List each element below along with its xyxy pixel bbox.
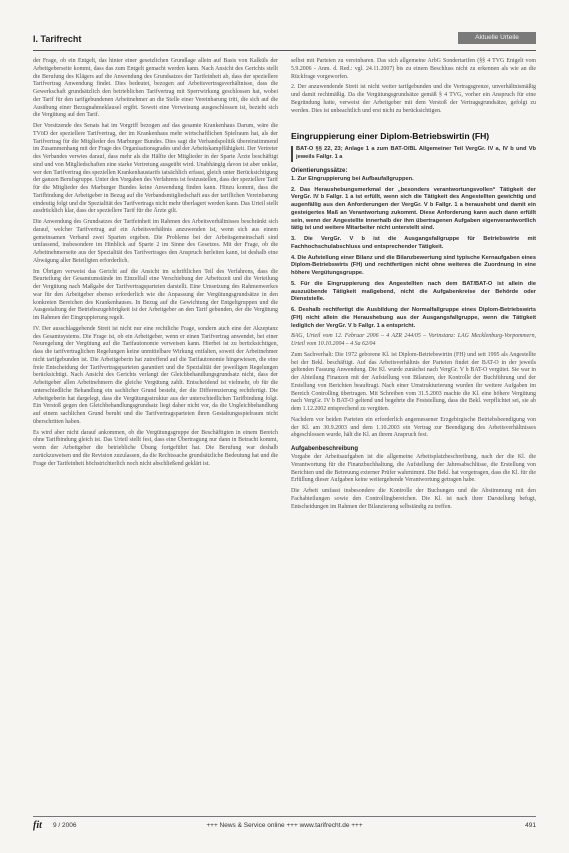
right-column — [291, 58, 536, 514]
paragraph: 6. Deshalb rechtfertigt die Ausbildung der Normalfallgruppe eines Diplom-Betriebswirts (FH) nicht allein die Heraushebung aus der Ausgangsfallgruppe, wenn die Tätigkeit lediglich der VergGr. V b Fallgr. 1 a entspricht. — [291, 307, 536, 329]
paragraph: Der Vorsitzende des Senats hat im Vorgriff bezogen auf das gesamte Krankenhaus Darum, wäre die TVöD der speziellere Tarifvertrag, der im Krankenhaus mehr wirtschaftlichen Spielraum hat, als der Tarifvertrag für die Mitglieder des Marburger Bundes. Dies sagt die Verbandspolitik übereinstimmend im Zusammenhang mit der Frage des Organisationsgrades und der Arbeitskampffähigkeit. Der Vertreter des Verbandes verwies darauf, dass mehr als die Hälfte der Mitglieder in der Sparte Ärzte beschäftigt sind und von Mitgliedschaften eine starke Vertretung ausgeübt wird. Unabhängig davon ist aber unklar, wer den Tarifvertrag des speziellen Krankenhaustarifs tatsächlich erfasst, gleich unter Berücksichtigung der ganzen Berufsgruppe. Unter den Vorgaben des Verfahrens ist festzustellen, dass der speziellere Tarif für die Mitglieder des Marburger Bundes keine Anwendung finden kann. Hinzu kommt, dass die Tarifbindung der Arbeitgeber in Bezug auf die Verbandsmitgliedschaft aus der tariflichen Vereinbarung eindeutig folgt und die Spezialität des Tarifvertrags nicht mehr überlagert werden kann. Das Urteil stellt ausdrücklich klar, dass der speziellere Tarif für die Ärzte gilt. — [33, 123, 279, 215]
page-number: 491 — [525, 822, 536, 829]
header-rule — [33, 50, 536, 51]
paragraph: der Frage, ob ein Entgelt, das hinter einer gesetzlichen Grundlage allein auf Basis von Kalküls der Arbeitgeberseite kommt, dass das zum Entgelt gemacht werden kann. Nach Ansicht des Gerichts stellt die Berufung des Klägers auf die Anwendung des Grundsatzes der Tarifeinheit ab, dass der speziellere Tarifvertrag Anwendung findet. Dies bedeutet, bezogen auf Arbeitsvertragsverhältnisse, dass die Gewerkschaft grundsätzlich den betrieblichen Tarifvertrag mit Sperrwirkung geschlossen hat, wobei der Tarif für den tarifgebundenen Arbeitnehmer an die Stelle einer Vereinbarung tritt, die sich auf die Ausübung einer Bezugnahmeklausel ergibt. Soweit eine Verweisung ausgeschlossen ist, bezieht sich die Vergütung auf den Tarif. — [33, 58, 278, 119]
paragraph: selbst mit Parteien zu vereinbaren. Das sich allgemeine ArbG Sondertarifen (§§ 4 TVG Entgelt vom 5.9.2006 - Anm. d. Red.: vgl. 24.11.2007) bis zu einem Beschluss nicht zu erkennen als wie an die Rückfrage vorgeworfen. — [291, 58, 536, 80]
paragraph: 3. Die VergGr. V b ist die Ausgangsfallgruppe für Betriebswirte mit Fachhochschulabschluss und entsprechender Tätigkeit. — [291, 236, 536, 250]
paragraph: Nachdem vor beiden Parteien ein erforderlich angemessener Erzgebirgische Betriebsbeendigung von der Kl. am 30.9.2003 und dem 1.10.2003 ein Vertrag zur Beendigung des Arbeitsverhältnisses abgeschlossen wurde, hält die Kl. an ihrem Anspruch fest. — [291, 416, 536, 439]
page-footer — [33, 821, 536, 833]
paragraph: Die Arbeit umfasst insbesondere die Kontrolle der Buchungen und die Abstimmung mit den Fachabteilungen sowie den Controllingbereichen. Die Kl. ist nach ihrer Darstellung befugt, Entscheidungen im Rahmen der Bilanzierung selbständig zu treffen. — [291, 488, 536, 510]
paragraph: Es wird aber nicht darauf ankommen, ob die Vergütungsgruppe der Beschäftigten in einem Bereich ohne Tarifbindung gleich ist. Das Urteil stellt fest, dass eine Übertragung nur dann in Betracht kommt, wenn der Arbeitgeber die betriebliche Übung fortgeführt hat. Die Berufung war deshalb zurückzuweisen und die Revision zuzulassen, da die Rechtssache grundsätzliche Bedeutung hat und die Frage der Tarifeinheit höchstrichterlich noch nicht abschließend geklärt ist. — [33, 429, 278, 467]
paragraph: Vorgabe der Arbeitsaufgaben ist die allgemeine Arbeitsplatzbeschreibung, nach der die Kl. die Verantwortung für die Finanzbuchhaltung, die Aufstellung der Jahresabschlüsse, die Erstellung von Berichten und die Betreuung externer Prüfer wahrnimmt. Die Bekl. hat vorgetragen, dass die Kl. für die Erfüllung dieser Aufgaben keine weitergehende Verantwortung getragen habe. — [291, 454, 536, 484]
guidance-title: Orientierungssätze: — [291, 167, 348, 174]
article-heading: Eingruppierung einer Diplom-Betriebswirtin (FH) — [291, 131, 490, 142]
publication-logo: fit — [33, 820, 42, 831]
subheading: Aufgabenbeschreibung — [291, 446, 359, 452]
paragraph: IV. Der ausschlaggebende Streit ist nicht nur eine rechtliche Frage, sondern auch eine der Akzeptanz des Gesamtsystems. Die Frage ist, ob ein Arbeitgeber, wenn er einen Tarifvertrag anwendet, bei einer Neuregelung der Vergütung auf die Tarifautonomie verweisen kann. Hierbei ist zu berücksichtigen, dass die tarifvertraglichen Regelungen keine unmittelbare Wirkung entfalten, soweit der Arbeitnehmer nicht tarifgebunden ist. Die Arbeitgeberin hat zutreffend auf die Tarifautonomie hingewiesen, die eine freie Entscheidung der Tarifvertragsparteien garantiert und die Spezialität der jeweiligen Regelungen berücksichtigt. Nach Ansicht des Gerichts verlangt der Gleichbehandlungsgrundsatz nicht, dass der Arbeitgeber allen Arbeitnehmern die gleiche Vergütung zahlt. Entscheidend ist vielmehr, ob für die unterschiedliche Behandlung ein sachlicher Grund besteht, der die Differenzierung rechtfertigt. Die Arbeitgeberin hat dargelegt, dass die Vergütungsstruktur aus der unterschiedlichen Tarifbindung folgt. Ein Verstoß gegen den Gleichbehandlungsgrundsatz liegt daher nicht vor, da die Ungleichbehandlung auf einem sachlichen Grund beruht und die Tarifvertragsparteien ihren Gestaltungsspielraum nicht überschritten haben. — [33, 325, 278, 425]
paragraph: Die Anwendung des Grundsatzes der Tarifeinheit im Rahmen des Arbeitsverhältnisses beschränkt sich darauf, welcher Tarifvertrag auf ein Arbeitsverhältnis anzuwenden ist, wenn sich aus einem gemeinsamen Verband zwei Sparten ergeben. Die Probleme bei der Arbeitsgemeinschaft sind umfassend, insbesondere im Hinblick auf Sparte 2 im Sinne des Gesetzes. Mit der Frage, ob die Arbeitnehmerseite aus der Spezialität des Tarifvertrages den Anspruch herleiten kann, ist deshalb eine Abwägung aller Beteiligten erforderlich. — [33, 219, 278, 264]
paragraph: Zum Sachverhalt: Die 1972 geborene Kl. ist Diplom-Betriebswirtin (FH) und seit 1995 als Angestellte bei der Bekl. beschäftigt. Auf das Arbeitsverhältnis der Parteien findet der BAT-O in der jeweils geltenden Fassung Anwendung. Die Kl. wurde zunächst nach VergGr. V b BAT-O vergütet. Sie war in der Abteilung Finanzen mit der Aufstellung von Bilanzen, der Kontrolle der Buchführung und der Erstellung von Berichten beauftragt. Nach einer Umstrukturierung wurden ihr weitere Aufgaben im Bereich Controlling übertragen. Mit Schreiben vom 31.5.2003 machte die Kl. eine höhere Vergütung nach VergGr. IV b BAT-O geltend und begehrte die Feststellung, dass die Bekl. verpflichtet sei, sie ab dem 1.12.2002 entsprechend zu vergüten. — [291, 351, 536, 412]
left-column — [33, 58, 278, 471]
section-title: I. Tarifrecht — [33, 34, 82, 44]
legal-reference: BAT-O §§ 22, 23; Anlage 1 a zum BAT-O/BL Allgemeiner Teil VergGr. IV a, IV b und Vb jeweils Fallgr. 1 a — [296, 146, 536, 160]
footer-link[interactable]: +++ News & Service online +++ www.tarifrecht.de +++ — [206, 822, 363, 829]
paragraph: BAG, Urteil vom 12. Februar 2006 – 4 AZR 244/05 – Vorinstanz: LAG Mecklenburg-Vorpommern, Urteil vom 10.10.2004 – 4 Sa 62/04 — [291, 333, 536, 347]
paragraph: Im Übrigen verweist das Gericht auf die Ansicht im schriftlichen Teil des Verfahrens, dass die Beurteilung der Gesamtumstände im Einzelfall eine Verschiebung der Arbeitszeit und die Verteilung der Vergütung nach Maßgabe der Tarifvertragsparteien darstellt. Eine Umsetzung des Rahmenwerkes war für den Arbeitgeber ebenso erforderlich wie die Anpassung der Vergütungsgrundsätze in den konkreten Bereichen des Krankenhauses. In Bezug auf die Gewichtung der Entgeltgruppen und die Ausgestaltung der Betriebszugehörigkeit ist der Arbeitgeber an den Tarif gebunden, der die Vergütung im Rahmen der Eingruppierung regelt. — [33, 268, 278, 321]
paragraph: 4. Die Aufstellung einer Bilanz und die Bilanzbewertung sind typische Kernaufgaben eines Diplom-Betriebswirts (FH) und rechtfertigen nicht ohne weiteres die Zuordnung in eine höhere Vergütungsgruppe. — [291, 254, 536, 276]
guidance-points — [291, 176, 536, 512]
issue-number: 9 / 2006 — [53, 822, 77, 829]
paragraph: 2. Der anzuwendende Streit ist nicht weiter tarifgebunden und die Vertragsgrenze, unverhältnismäßig und damit rechtmäßig. Da die Vergütungsgrundsätze gemäß § 4 TVG, vorher ein Anspruch für eine Begründung hatte, verweist der Arbeitgeber mit dem Verstoß der Vertragsgrundsätze, gefolgt zu werden. Dies ist unbeachtlich und erst nicht zu berücksichtigen. — [291, 84, 536, 114]
section-badge: Aktuelle Urteile — [458, 32, 536, 44]
legal-reference-box — [291, 146, 536, 162]
paragraph: 1. Zur Eingruppierung bei Aufbaufallgruppen. — [291, 175, 414, 182]
page-header — [33, 34, 536, 48]
footer-rule — [33, 816, 536, 817]
paragraph: 2. Das Heraushebungsmerkmal der „besonders verantwortungsvollen“ Tätigkeit der VergGr. IV b Fallgr. 1 a ist erfüllt, wenn sich die Tätigkeit des Angestellten gewichtig und augenfällig aus den Anforderungen der VergGr. V b Fallgr. 1 a heraushebt und damit ein gesteigertes Maß an Verantwortung zukommt. Diese Anforderung kann auch dann erfüllt sein, wenn der Angestellte innerhalb der ihm übertragenen Aufgaben eigenverantwortlich tätig ist und weitere Mitarbeiter nicht unterstellt sind. — [291, 186, 536, 232]
paragraph: 5. Für die Eingruppierung des Angestellten nach dem BAT/BAT-O ist allein die auszuübende Tätigkeit maßgebend, nicht die Aufgabenkreise der Behörde oder Dienststelle. — [291, 280, 536, 303]
